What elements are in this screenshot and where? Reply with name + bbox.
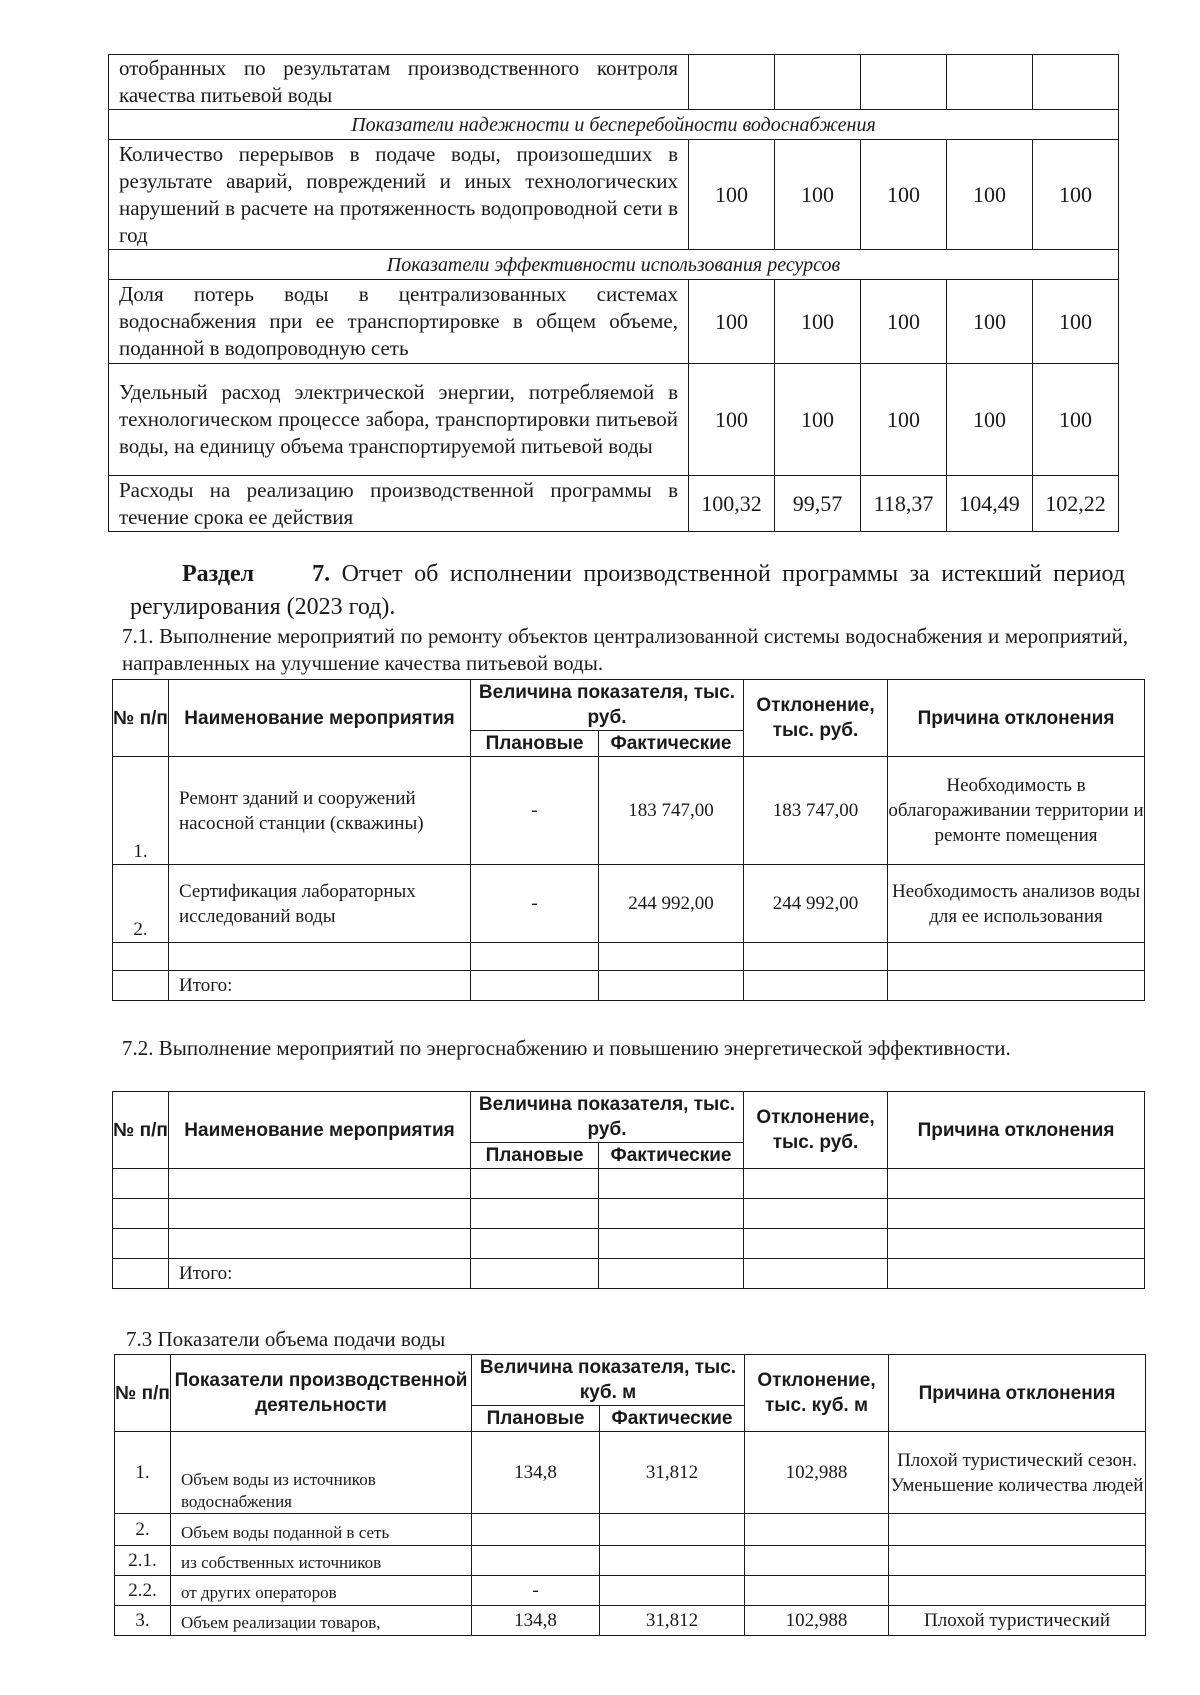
cell-reason: Плохой туристический сезон. Уменьшение количества людей	[889, 1432, 1146, 1514]
cell-reason: Необходимость в облагораживании территории и ремонте помещения	[888, 757, 1145, 865]
header-row	[115, 1355, 1146, 1406]
table-row	[115, 1514, 1146, 1546]
total-label: Итого:	[169, 971, 471, 1001]
cell-num: 1.	[115, 1432, 171, 1514]
total-row	[113, 971, 1145, 1001]
table-7-2	[112, 1091, 1145, 1289]
table-row	[115, 1546, 1146, 1576]
cell-fact: 31,812	[600, 1432, 745, 1514]
table-row	[113, 1169, 1145, 1199]
cell-name: Объем воды из источников водоснабжения	[171, 1432, 472, 1514]
cell-reason	[889, 1576, 1146, 1606]
cell-value: 100	[775, 364, 861, 476]
cell-name: из собственных источников	[171, 1546, 472, 1576]
section-row	[109, 110, 1119, 140]
section-title: Отчет об исполнении производственной программы за истекший период регулирования (2023 год).	[130, 561, 1126, 620]
cell-reason	[889, 1546, 1146, 1576]
cell-fact	[600, 1546, 745, 1576]
cell-plan: -	[471, 757, 599, 865]
cell-fact	[600, 1514, 745, 1546]
cell-value: 100	[1033, 364, 1119, 476]
col-num-header: № п/п	[115, 1355, 171, 1432]
col-name-header: Показатели производственной деятельности	[171, 1355, 472, 1432]
col-reason-header: Причина отклонения	[888, 1092, 1145, 1169]
cell-fact	[600, 1576, 745, 1606]
col-reason-header: Причина отклонения	[888, 680, 1145, 757]
col-fact-header: Фактические	[599, 731, 744, 757]
cell-value: 100	[861, 364, 947, 476]
cell-plan: 134,8	[472, 1606, 600, 1636]
total-row	[113, 1259, 1145, 1289]
cell-value: 100	[689, 280, 775, 364]
cell-num: 3.	[115, 1606, 171, 1636]
indicator-label: отобранных по результатам производственного контроля качества питьевой воды	[109, 55, 689, 110]
cell-plan	[472, 1546, 600, 1576]
indicator-label: Удельный расход электрической энергии, потребляемой в технологическом процессе забора, транспортировки питьевой воды, на единицу объема транспортируемой питьевой воды	[109, 364, 689, 476]
col-value-header: Величина показателя, тыс. руб.	[471, 1092, 744, 1143]
section-heading: Показатели надежности и бесперебойности водоснабжения	[109, 110, 1119, 140]
cell-num: 2.	[115, 1514, 171, 1546]
table-row	[113, 943, 1145, 971]
table-row	[115, 1606, 1146, 1636]
table-row	[113, 757, 1145, 865]
cell-value: 99,57	[775, 476, 861, 532]
indicators-table	[108, 54, 1119, 532]
cell-dev: 244 992,00	[744, 865, 888, 943]
cell-value: 104,49	[947, 476, 1033, 532]
cell-value: 118,37	[861, 476, 947, 532]
table-row	[113, 1199, 1145, 1229]
cell-name: Объем реализации товаров,	[171, 1606, 472, 1636]
cell-plan: -	[471, 865, 599, 943]
col-dev-header: Отклонение, тыс. руб.	[744, 1092, 888, 1169]
col-plan-header: Плановые	[471, 731, 599, 757]
cell-num: 2.1.	[115, 1546, 171, 1576]
cell-name: Ремонт зданий и сооружений насосной станции (скважины)	[169, 757, 471, 865]
cell-num: 1.	[113, 757, 169, 865]
cell-value: 100	[775, 280, 861, 364]
col-value-header: Величина показателя, тыс. куб. м	[472, 1355, 745, 1406]
section-heading: Показатели эффективности использования ресурсов	[109, 250, 1119, 280]
cell-value: 100	[689, 140, 775, 250]
cell-reason: Плохой туристический	[889, 1606, 1146, 1636]
paragraph-7-2: 7.2. Выполнение мероприятий по энергоснабжению и повышению энергетической эффективности.	[122, 1036, 1011, 1060]
cell-value: 100	[1033, 140, 1119, 250]
cell-dev	[745, 1576, 889, 1606]
table-row	[109, 364, 1119, 476]
header-row	[113, 680, 1145, 731]
col-num-header: № п/п	[113, 1092, 169, 1169]
table-row	[109, 140, 1119, 250]
cell-dev: 102,988	[745, 1432, 889, 1514]
paragraph-7-1: 7.1. Выполнение мероприятий по ремонту объектов централизованной системы водоснабжения и мероприятий, направленных на улучшение качества питьевой воды.	[122, 624, 1128, 675]
cell-fact: 183 747,00	[599, 757, 744, 865]
cell-fact: 244 992,00	[599, 865, 744, 943]
table-row	[109, 55, 1119, 110]
section-7-heading	[130, 558, 1125, 624]
table-row	[115, 1432, 1146, 1514]
cell-name: Объем воды поданной в сеть	[171, 1514, 472, 1546]
cell-plan	[472, 1514, 600, 1546]
cell-value: 100	[947, 140, 1033, 250]
total-label: Итого:	[169, 1259, 471, 1289]
indicator-label: Доля потерь воды в централизованных системах водоснабжения при ее транспортировке в общем объеме, поданной в водопроводную сеть	[109, 280, 689, 364]
col-value-header: Величина показателя, тыс. руб.	[471, 680, 744, 731]
col-fact-header: Фактические	[599, 1143, 744, 1169]
cell-value	[861, 55, 947, 110]
table-row	[113, 865, 1145, 943]
cell-num: 2.2.	[115, 1576, 171, 1606]
paragraph-7-3: 7.3 Показатели объема подачи воды	[126, 1327, 446, 1351]
cell-value: 102,22	[1033, 476, 1119, 532]
cell-dev: 102,988	[745, 1606, 889, 1636]
cell-value: 100	[1033, 280, 1119, 364]
indicator-label: Расходы на реализацию производственной программы в течение срока ее действия	[109, 476, 689, 532]
col-name-header: Наименование мероприятия	[169, 1092, 471, 1169]
cell-reason: Необходимость анализов воды для ее использования	[888, 865, 1145, 943]
cell-plan: 134,8	[472, 1432, 600, 1514]
section-word: Раздел	[182, 561, 255, 587]
col-name-header: Наименование мероприятия	[169, 680, 471, 757]
cell-reason	[889, 1514, 1146, 1546]
col-dev-header: Отклонение, тыс. руб.	[744, 680, 888, 757]
cell-value	[689, 55, 775, 110]
cell-value	[947, 55, 1033, 110]
cell-dev: 183 747,00	[744, 757, 888, 865]
cell-value: 100	[861, 140, 947, 250]
cell-value	[1033, 55, 1119, 110]
cell-value: 100	[947, 280, 1033, 364]
table-row	[109, 476, 1119, 532]
cell-value: 100	[947, 364, 1033, 476]
col-dev-header: Отклонение, тыс. куб. м	[745, 1355, 889, 1432]
table-7-1	[112, 679, 1145, 1001]
cell-dev	[745, 1546, 889, 1576]
cell-name: от других операторов	[171, 1576, 472, 1606]
section-row	[109, 250, 1119, 280]
cell-name: Сертификация лабораторных исследований воды	[169, 865, 471, 943]
cell-value: 100	[689, 364, 775, 476]
table-row	[113, 1229, 1145, 1259]
col-reason-header: Причина отклонения	[889, 1355, 1146, 1432]
cell-value: 100,32	[689, 476, 775, 532]
table-7-3	[114, 1354, 1146, 1636]
cell-num: 2.	[113, 865, 169, 943]
cell-value: 100	[861, 280, 947, 364]
col-plan-header: Плановые	[472, 1406, 600, 1432]
table-row	[115, 1576, 1146, 1606]
col-num-header: № п/п	[113, 680, 169, 757]
indicator-label: Количество перерывов в подаче воды, произошедших в результате аварий, повреждений и иных технологических нарушений в расчете на протяженность водопроводной сети в год	[109, 140, 689, 250]
section-number: 7.	[312, 561, 331, 587]
header-row	[113, 1092, 1145, 1143]
cell-value: 100	[775, 140, 861, 250]
col-fact-header: Фактические	[600, 1406, 745, 1432]
cell-dev	[745, 1514, 889, 1546]
cell-fact: 31,812	[600, 1606, 745, 1636]
cell-plan: -	[472, 1576, 600, 1606]
cell-value	[775, 55, 861, 110]
col-plan-header: Плановые	[471, 1143, 599, 1169]
table-row	[109, 280, 1119, 364]
